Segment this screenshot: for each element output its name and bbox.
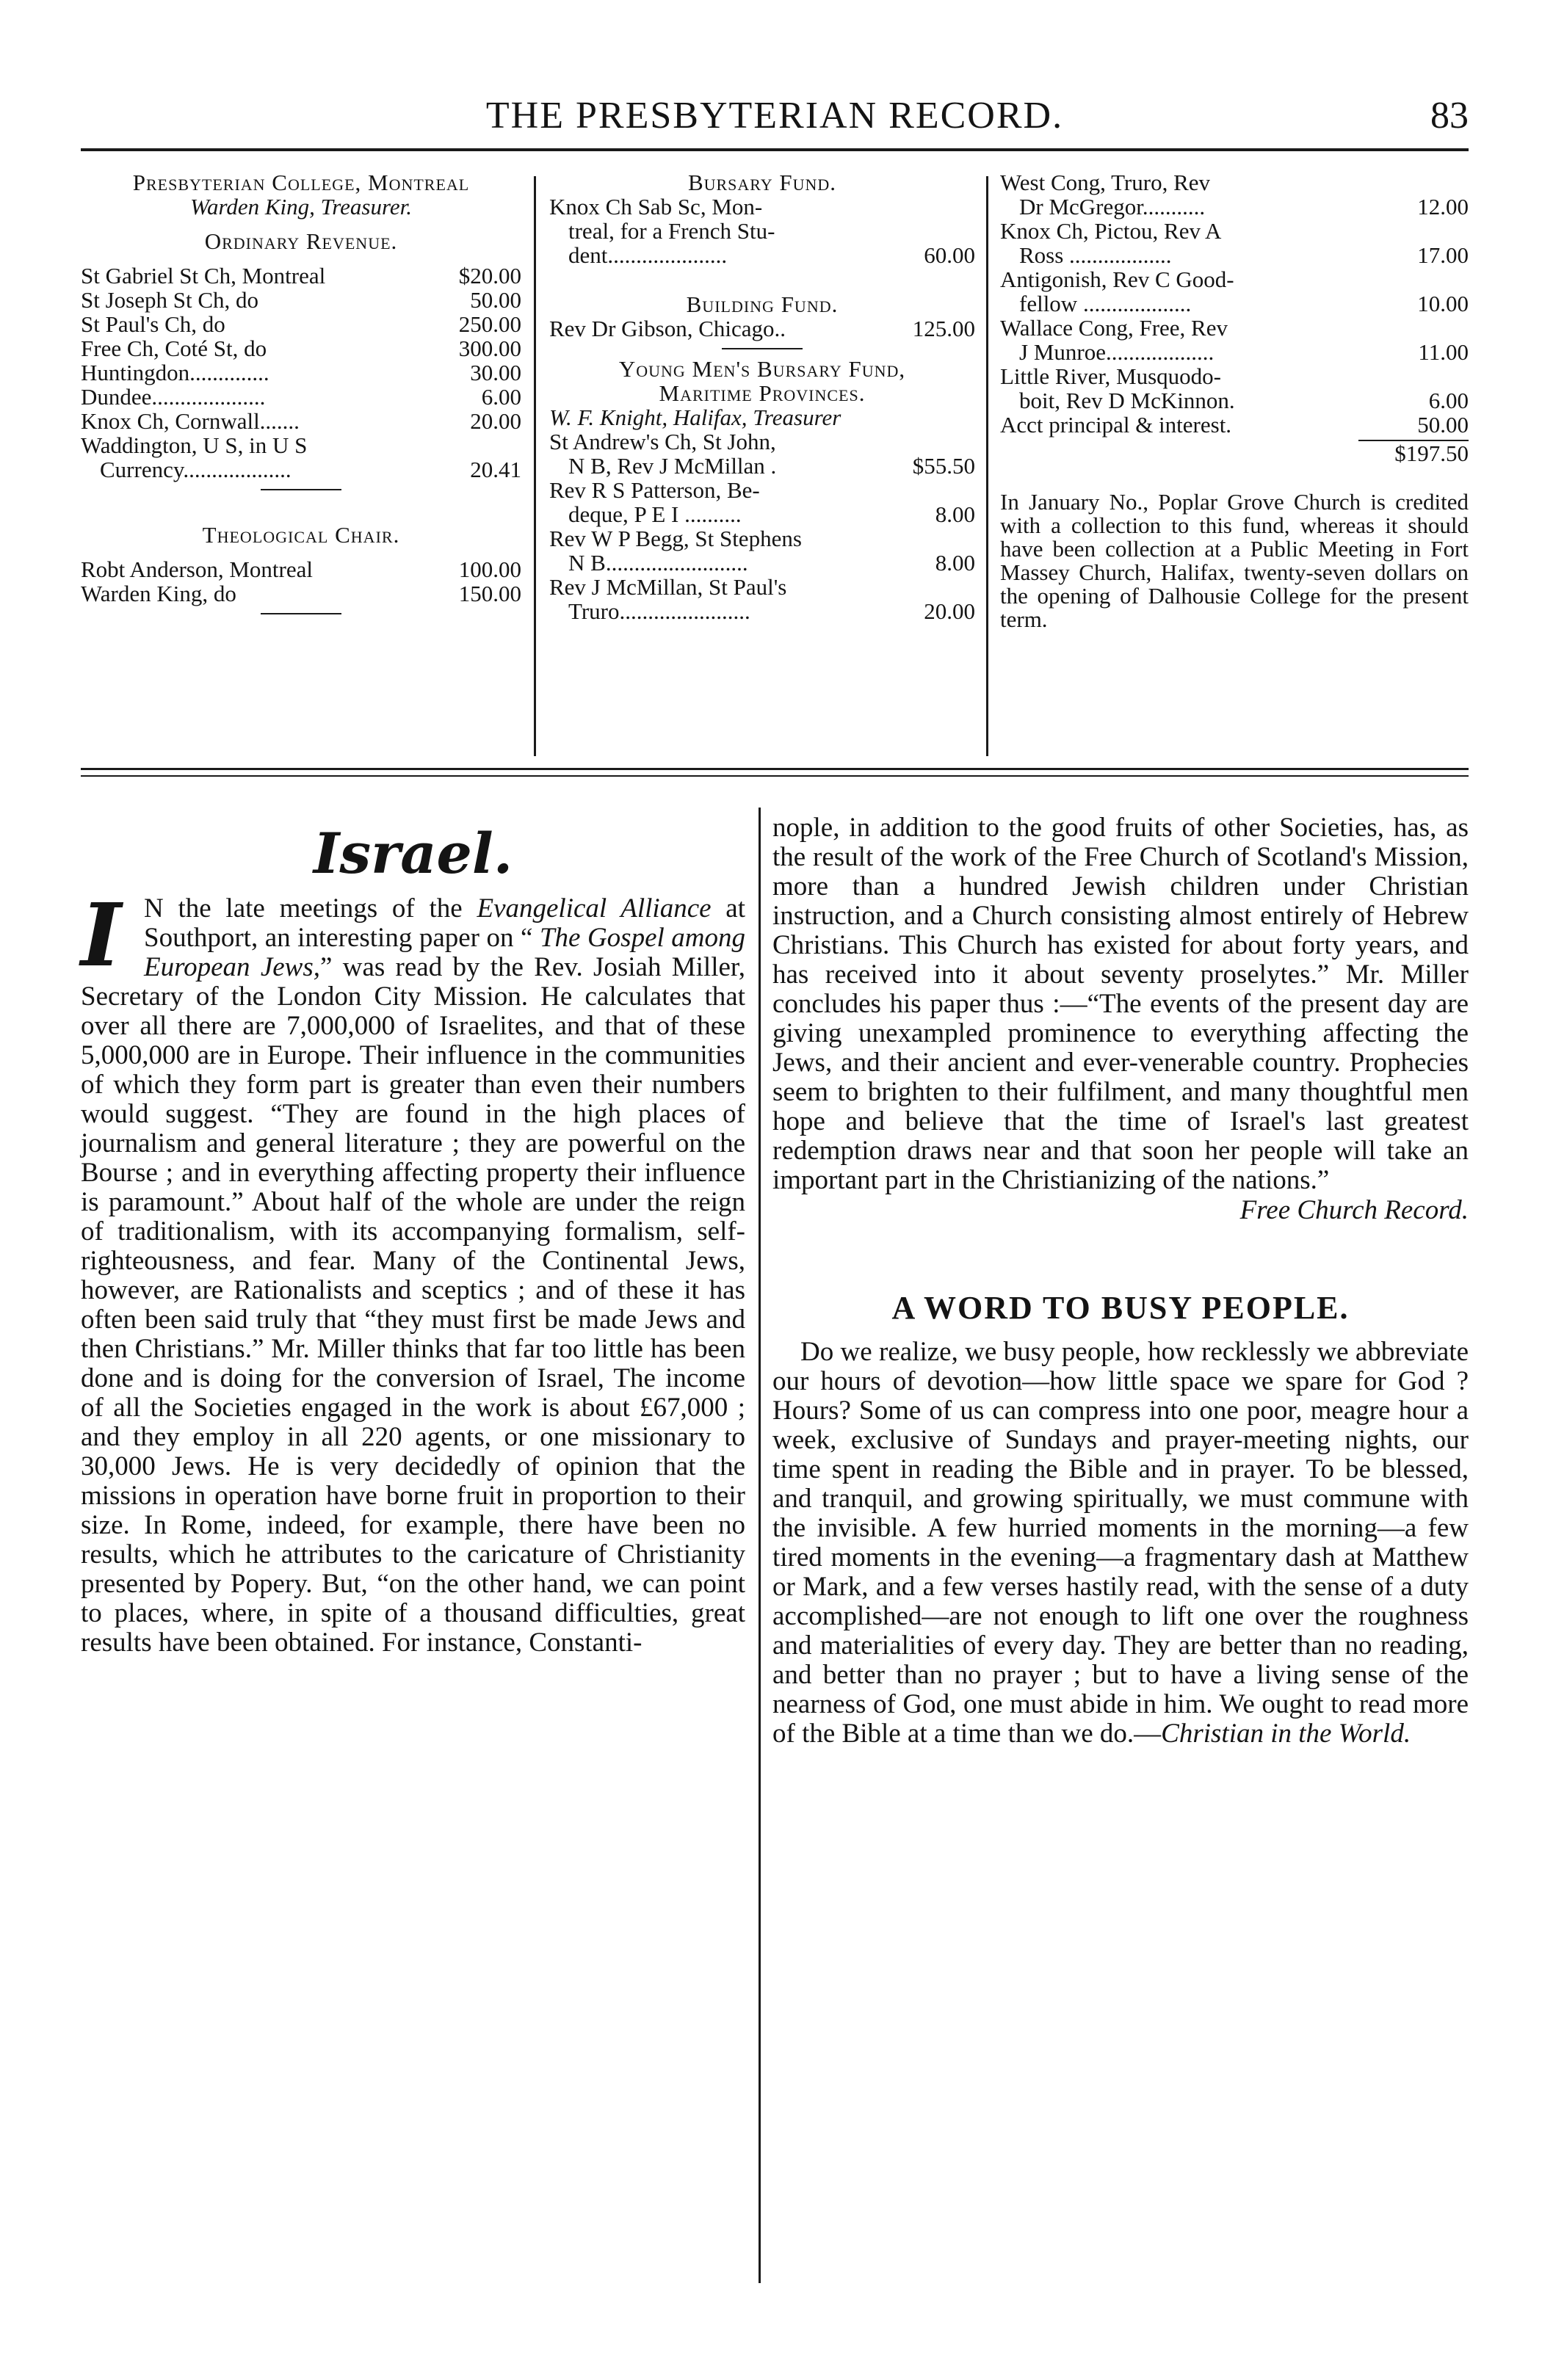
bursary-title: Bursary Fund. xyxy=(687,170,837,195)
spacer xyxy=(1000,465,1469,490)
building-list xyxy=(549,316,975,341)
ledger-entry xyxy=(81,581,521,606)
ledger-entry xyxy=(81,409,521,433)
israel-continued: nople, in addition to the good fruits of other Societies, has, as the result of the work of the Free Church of Scotland's Mission, more than a hundred Jewish children under Christian instruction, and a Church consisting almost entirely of Hebrew Christians. This Church has existed for about forty years, and has received into it about seventy proselytes.” Mr. Miller concludes his paper thus :—“The events of the present day are giving unexampled prominence to everything affecting the Jews, and their ancient and ever-venerable country. Prophecies seem to brighten to their fulfilment, and many thoughtful men hope and believe that the time of Israel's last greatest redemption draws near and that soon her people will take an important part in the Christianizing of the nations.” xyxy=(772,813,1469,1195)
ledger-entry xyxy=(1000,170,1469,195)
ledger-entry xyxy=(1000,243,1469,267)
israel-alliance: Evangelical Alliance xyxy=(477,893,712,924)
spacer xyxy=(81,547,521,557)
entry-amount: 6.00 xyxy=(481,384,521,410)
entry-amount: 150.00 xyxy=(458,581,521,606)
ledger-entry xyxy=(1000,195,1469,219)
entry-name: N B, Rev J McMillan . xyxy=(568,453,777,479)
busy-people-body xyxy=(772,1338,1469,1749)
ledger-entry xyxy=(549,599,975,623)
entry-amount: 10.00 xyxy=(1417,291,1469,316)
israel-text-2: at Southport, an interesting paper on “ xyxy=(144,893,746,953)
running-title: THE PRESBYTERIAN RECORD. xyxy=(485,95,1064,137)
entry-amount: 12.00 xyxy=(1417,194,1469,220)
ledger-entry xyxy=(549,526,975,551)
ledger-entry xyxy=(81,360,521,385)
ledger-entry xyxy=(549,551,975,575)
ledger-entry xyxy=(81,433,521,457)
ymbf-title: Young Men's Bursary Fund, xyxy=(618,356,906,382)
total-amount: $197.50 xyxy=(1394,440,1469,466)
right-column xyxy=(772,813,1469,1749)
entry-name: Knox Ch, Cornwall....... xyxy=(81,408,300,434)
israel-source: Free Church Record. xyxy=(1239,1195,1469,1225)
entry-name: Dr McGregor........... xyxy=(1019,194,1206,220)
entry-name: Truro....................... xyxy=(568,598,750,624)
entry-name: Rev Dr Gibson, Chicago.. xyxy=(549,316,786,341)
column-divider xyxy=(759,808,761,2283)
ledger-entry xyxy=(81,264,521,288)
ledger-entry xyxy=(549,195,975,219)
ledger-entry xyxy=(549,429,975,454)
ledger-entry xyxy=(1000,388,1469,413)
ledger-entry xyxy=(1000,340,1469,364)
section-divider xyxy=(722,348,803,349)
entry-name: Knox Ch Sab Sc, Mon- xyxy=(549,194,763,220)
ledger-entry xyxy=(1000,267,1469,291)
ledger-entry xyxy=(549,243,975,267)
ledger-entry xyxy=(549,502,975,526)
entry-name: Rev J McMillan, St Paul's xyxy=(549,574,787,600)
entry-name: dent..................... xyxy=(568,242,728,268)
entry-amount: 60.00 xyxy=(924,242,975,268)
spacer xyxy=(81,498,521,523)
israel-title: Israel. xyxy=(313,821,513,886)
entry-name: boit, Rev D McKinnon. xyxy=(1019,388,1235,413)
entry-amount: 30.00 xyxy=(470,360,521,385)
ledger-entry xyxy=(81,336,521,360)
israel-text-start: N the late meetings of the xyxy=(144,893,477,924)
entry-name: Waddington, U S, in U S xyxy=(81,432,308,458)
entry-name: Warden King, do xyxy=(81,581,236,606)
entry-name: St Paul's Ch, do xyxy=(81,311,225,337)
entry-amount: 8.00 xyxy=(935,550,975,576)
spacer xyxy=(81,253,521,264)
college-title: Presbyterian College, Montreal xyxy=(132,170,470,195)
busy-people-source: Christian in the World. xyxy=(1161,1719,1411,1749)
column-divider xyxy=(534,176,536,756)
header-rule xyxy=(81,148,1469,151)
ledger-entry xyxy=(81,457,521,482)
entry-amount: $20.00 xyxy=(458,263,521,289)
ledger-column-funds xyxy=(549,170,975,787)
entry-name: Little River, Musquodo- xyxy=(1000,363,1221,389)
ledger-entry xyxy=(1000,316,1469,340)
entry-name: Huntingdon.............. xyxy=(81,360,269,385)
maritime-contributions-list xyxy=(1000,170,1469,437)
entry-amount: 17.00 xyxy=(1417,242,1469,268)
ledger-entry xyxy=(549,575,975,599)
entry-amount: 20.00 xyxy=(470,408,521,434)
busy-people-text: Do we realize, we busy people, how recklessly we abbreviate our hours of devotion—how little space we spare for God ? Hours? Some of us can compress into one poor, meagre hour a week, exclusive of Sundays and prayer-meeting nights, our time spent in reading the Bible and in prayer. To be blessed, and tranquil, and growing spiritually, we must commune with the invisible. A few hurried moments in the morning—a few tired moments in the evening—a fragmentary dash at Matthew or Mark, and a few verses hastily read, with the sense of a duty accomplished—are not enough to lift one over the roughness and materialities of every day. They are better than no reading, and better than no prayer ; but to have a living sense of the nearness of God, one must abide in him. We ought to read more of the Bible at a time than we do.— xyxy=(772,1337,1469,1749)
college-treasurer: Warden King, Treasurer. xyxy=(189,194,412,220)
israel-body xyxy=(81,884,746,1658)
page-number: 83 xyxy=(1430,95,1469,137)
entry-amount: 250.00 xyxy=(458,311,521,337)
ledger-entry xyxy=(549,454,975,478)
entry-amount: 8.00 xyxy=(935,501,975,527)
entry-amount: 125.00 xyxy=(912,316,975,341)
entry-amount: 20.00 xyxy=(924,598,975,624)
entry-amount: 50.00 xyxy=(470,287,521,313)
entry-name: Acct principal & interest. xyxy=(1000,412,1232,438)
running-head xyxy=(81,94,1469,145)
maritime-title: Maritime Provinces. xyxy=(659,380,866,406)
entry-name: West Cong, Truro, Rev xyxy=(1000,170,1211,195)
entry-name: Free Ch, Coté St, do xyxy=(81,335,267,361)
ymbf-list xyxy=(549,429,975,623)
entry-name: J Munroe................... xyxy=(1019,339,1215,365)
section-rule xyxy=(81,768,1469,770)
entry-name: Dundee.................... xyxy=(81,384,266,410)
entry-name: fellow ................... xyxy=(1019,291,1192,316)
entry-name: Wallace Cong, Free, Rev xyxy=(1000,315,1228,341)
ordinary-revenue-list xyxy=(81,264,521,482)
section-divider xyxy=(261,613,341,614)
entry-amount: 50.00 xyxy=(1417,412,1469,438)
entry-amount: 11.00 xyxy=(1418,339,1469,365)
entry-amount: 6.00 xyxy=(1428,388,1469,413)
entry-amount: 100.00 xyxy=(458,556,521,582)
entry-name: N B......................... xyxy=(568,550,748,576)
entry-name: treal, for a French Stu- xyxy=(568,218,775,244)
section-rule-double xyxy=(81,775,1469,777)
entry-name: Robt Anderson, Montreal xyxy=(81,556,313,582)
ledger-entry xyxy=(549,478,975,502)
israel-text-3: ” was read by the Rev. Josiah Miller, Secretary of the London City Mission. He calculates that over all there are 7,000,000 of Israelites, and that of these 5,000,000 are in Europe. Their influence in the communities of which they form part is greater than even their numbers would suggest. “They are found in the high places of journalism and general literature ; they are powerful on the Bourse ; and in everything affecting property their influence is paramount.” About half of the whole are under the reign of traditionalism, with its accompanying formalism, self-righteousness, and fear. Many of the Continental Jews, however, are Rationalists and sceptics ; and of these it has often been said truly that “they must first be made Jews and then Christians.” Mr. Miller thinks that far too little has been done and is doing for the conversion of Israel, The income of all the Societies engaged in the work is about £67,000 ; and they employ in all 220 agents, or one missionary to 30,000 Jews. He is very decidedly of opinion that the missions in operation have borne fruit in proportion to their size. In Rome, indeed, for example, there have been no results, which he attributes to the caricature of Christianity presented by Popery. But, “on the other hand, we can point to places, where, in spite of a thousand difficulties, great results have been obtained. For instance, Constanti- xyxy=(81,952,746,1658)
spacer xyxy=(549,267,975,292)
entry-name: Knox Ch, Pictou, Rev A xyxy=(1000,218,1222,244)
ledger-entry xyxy=(81,312,521,336)
entry-name: Rev W P Begg, St Stephens xyxy=(549,526,802,551)
entry-name: St Andrew's Ch, St John, xyxy=(549,429,776,454)
ledger-entry xyxy=(549,219,975,243)
ledger-entry xyxy=(1000,219,1469,243)
ledger-entry xyxy=(81,288,521,312)
ymbf-treasurer: W. F. Knight, Halifax, Treasurer xyxy=(549,404,841,430)
israel-article xyxy=(81,813,745,1658)
bursary-list xyxy=(549,195,975,267)
entry-name: Ross .................. xyxy=(1019,242,1172,268)
busy-people-title: A WORD TO BUSY PEOPLE. xyxy=(891,1290,1350,1326)
theological-chair-title: Theological Chair. xyxy=(202,522,400,548)
building-title: Building Fund. xyxy=(686,291,839,317)
entry-name: Rev R S Patterson, Be- xyxy=(549,477,760,503)
entry-name: St Joseph St Ch, do xyxy=(81,287,259,313)
entry-amount: 20.41 xyxy=(470,457,521,482)
correction-note: In January No., Poplar Grove Church is credited with a collection to this fund, whereas it should have been collection at a Public Meeting in Fort Massey Church, Halifax, twenty-seven dollars on the opening of Dalhousie College for the present term. xyxy=(1000,489,1469,632)
ledger-column-maritime xyxy=(1000,170,1469,787)
ledger-entry xyxy=(81,385,521,409)
spacer xyxy=(81,219,521,229)
ledger-entry xyxy=(81,557,521,581)
ledger-entry xyxy=(1000,364,1469,388)
column-divider xyxy=(986,176,988,756)
entry-name: Currency................... xyxy=(100,457,292,482)
ordinary-revenue-title: Ordinary Revenue. xyxy=(204,228,398,254)
ledger-entry xyxy=(1000,291,1469,316)
spacer xyxy=(772,1226,1469,1288)
drop-cap: I xyxy=(81,884,122,986)
entry-name: St Gabriel St Ch, Montreal xyxy=(81,263,326,289)
entry-name: Antigonish, Rev C Good- xyxy=(1000,266,1234,292)
entry-amount: 300.00 xyxy=(458,335,521,361)
entry-amount: $55.50 xyxy=(912,453,975,479)
israel-paper-title: The Gospel among European Jews, xyxy=(144,923,746,982)
entry-name: deque, P E I .......... xyxy=(568,501,742,527)
theological-chair-list xyxy=(81,557,521,606)
section-divider xyxy=(261,489,341,490)
ledger-entry xyxy=(1000,413,1469,437)
ledger-column-college xyxy=(81,170,521,787)
ledger-entry xyxy=(549,316,975,341)
